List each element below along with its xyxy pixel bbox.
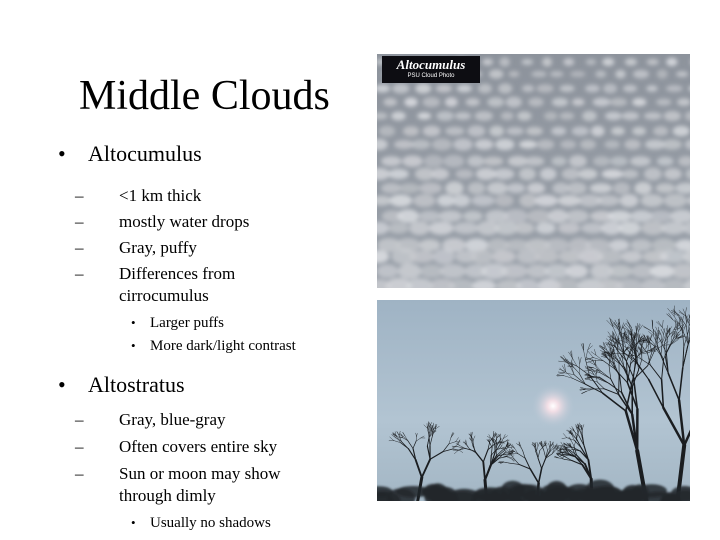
cloud-puff xyxy=(562,168,581,179)
point-text: Gray, puffy xyxy=(119,238,197,257)
subpoint-text: Larger puffs xyxy=(150,315,225,331)
cloud-puff xyxy=(519,140,537,148)
cloud-puff xyxy=(569,155,587,167)
cloud-puff xyxy=(622,112,639,120)
cloud-puff xyxy=(403,126,419,136)
dash-marker: – xyxy=(75,464,84,483)
cloud-puff xyxy=(662,139,682,149)
cloud-puff xyxy=(463,211,483,221)
cloud-puff xyxy=(666,58,677,66)
bullet-marker: • xyxy=(131,315,136,330)
cloud-puff xyxy=(519,194,537,207)
bullet-marker: • xyxy=(131,515,136,530)
cloud-puff xyxy=(634,182,651,194)
sub-sub-bullet xyxy=(58,312,358,334)
tree-branch xyxy=(619,376,620,394)
cloud-puff xyxy=(610,98,627,106)
cloud-puff xyxy=(664,111,681,121)
cloud-puff xyxy=(495,139,514,150)
cloud-puff xyxy=(552,98,568,107)
sub-sub-bullet xyxy=(58,512,358,534)
cloud-puff xyxy=(664,194,687,208)
cloud-puff xyxy=(526,127,543,136)
cloud-puff xyxy=(572,98,585,105)
cloud-puff xyxy=(621,251,642,263)
cloud-puff xyxy=(509,71,520,77)
cloud-puff xyxy=(631,239,652,251)
cloud-puff xyxy=(611,127,625,135)
dash-marker: – xyxy=(75,264,84,283)
cloud-puff xyxy=(548,209,568,223)
cloud-puff xyxy=(415,84,431,94)
cloud-puff xyxy=(433,249,454,265)
cloud-puff xyxy=(397,209,419,223)
altostratus-photo xyxy=(377,300,690,501)
cloud-puff xyxy=(443,155,464,167)
cloud-puff xyxy=(489,69,503,78)
cloud-puff xyxy=(456,169,474,179)
sub-bullet xyxy=(58,409,358,431)
cloud-puff xyxy=(527,183,545,194)
cloud-puff xyxy=(417,112,431,119)
cloud-puff xyxy=(657,69,668,78)
cloud-puff xyxy=(522,59,534,65)
cloud-puff xyxy=(411,140,430,149)
cloud-puff xyxy=(551,127,566,136)
cloud-puff xyxy=(624,139,640,149)
cloud-puff xyxy=(508,156,528,166)
cloud-puff xyxy=(445,97,458,107)
sub-bullet xyxy=(58,463,358,507)
altocumulus-photo xyxy=(377,54,690,288)
altocumulus-cloud-image xyxy=(377,54,690,288)
cloud-puff xyxy=(437,195,455,207)
cloud-puff xyxy=(625,58,637,65)
cloud-puff xyxy=(419,183,442,194)
bullet-marker: • xyxy=(58,141,66,166)
cloud-puff xyxy=(657,157,674,166)
cloud-puff xyxy=(602,169,624,178)
cloud-puff xyxy=(545,264,570,278)
cloud-puff xyxy=(597,195,620,206)
bullet-altocumulus xyxy=(58,140,358,168)
cloud-puff xyxy=(593,98,611,107)
cloud-puff xyxy=(623,85,637,92)
cloud-puff xyxy=(445,182,463,195)
cloud-puff xyxy=(409,250,435,262)
cloud-puff xyxy=(453,195,471,207)
cloud-puff xyxy=(440,264,466,278)
cloud-puff xyxy=(646,85,657,92)
cloud-puff xyxy=(390,195,413,207)
slide-body xyxy=(58,140,358,534)
cloud-puff xyxy=(436,85,452,93)
cloud-puff xyxy=(467,156,484,167)
point-text: mostly water drops xyxy=(119,212,250,231)
cloud-puff xyxy=(399,183,420,193)
cloud-puff xyxy=(483,157,503,166)
cloud-puff xyxy=(622,170,639,179)
cloud-puff xyxy=(487,97,504,107)
cloud-puff xyxy=(560,140,576,149)
cloud-puff xyxy=(586,59,596,65)
cloud-puff xyxy=(570,71,585,77)
cloud-puff xyxy=(664,168,682,179)
cloud-puff xyxy=(649,211,673,222)
cloud-puff xyxy=(633,70,649,79)
cloud-puff xyxy=(504,209,528,223)
cloud-puff xyxy=(641,194,664,207)
cloud-puff xyxy=(608,211,632,222)
cloud-puff xyxy=(525,157,545,166)
subpoint-text: More dark/light contrast xyxy=(150,338,296,354)
cloud-puff xyxy=(436,111,453,120)
cloud-puff xyxy=(381,156,401,166)
cloud-puff xyxy=(453,139,472,151)
cloud-puff xyxy=(585,85,600,93)
cloud-puff xyxy=(398,263,421,279)
cloud-puff xyxy=(603,84,617,94)
cloud-puff xyxy=(383,98,397,106)
sub-bullet xyxy=(58,237,358,259)
cloud-puff xyxy=(489,126,504,137)
cloud-puff xyxy=(424,155,443,167)
cloud-puff xyxy=(560,85,575,92)
cloud-puff xyxy=(559,250,582,263)
cloud-puff xyxy=(522,85,534,92)
cloud-puff xyxy=(632,98,646,106)
photo-label-title: Altocumulus xyxy=(396,57,466,72)
cloud-puff xyxy=(560,112,575,120)
cloud-puff xyxy=(644,168,662,181)
sub-bullet xyxy=(58,211,358,233)
cloud-puff xyxy=(662,222,686,235)
cloud-puff xyxy=(536,222,556,234)
cloud-puff xyxy=(537,84,554,92)
cloud-puff xyxy=(392,84,409,94)
cloud-puff xyxy=(540,168,557,180)
point-text: Differences from cirrocumulus xyxy=(119,264,236,305)
cloud-puff xyxy=(653,126,668,136)
cloud-puff xyxy=(528,98,543,107)
cloud-puff xyxy=(439,211,462,222)
cloud-puff xyxy=(499,57,510,66)
cloud-puff xyxy=(545,238,570,252)
cloud-puff xyxy=(431,168,449,179)
cloud-puff xyxy=(676,71,688,77)
sub-bullet xyxy=(58,263,358,307)
cloud-puff xyxy=(535,250,559,263)
cloud-puff xyxy=(527,210,551,223)
altostratus-cloud-image xyxy=(377,300,690,501)
cloud-puff xyxy=(641,221,665,235)
bullet-marker: • xyxy=(131,338,136,353)
point-text: Gray, blue-gray xyxy=(119,410,226,429)
photo-label xyxy=(382,56,480,83)
cloud-puff xyxy=(595,70,606,77)
cloud-puff xyxy=(572,127,589,136)
cloud-puff xyxy=(506,97,522,108)
cloud-puff xyxy=(507,183,525,193)
cloud-puff xyxy=(615,70,625,79)
cloud-puff xyxy=(475,139,494,149)
cloud-puff xyxy=(544,112,557,121)
cloud-puff xyxy=(610,156,628,166)
cloud-puff xyxy=(423,97,441,107)
cloud-puff xyxy=(656,99,671,106)
sub-bullet xyxy=(58,436,358,458)
cloud-puff xyxy=(619,221,641,235)
photo-label-caption: PSU Cloud Photo xyxy=(407,73,455,79)
cloud-puff xyxy=(542,57,552,66)
cloud-puff xyxy=(613,182,630,194)
cloud-puff xyxy=(647,59,659,65)
cloud-puff xyxy=(552,183,569,194)
cloud-puff xyxy=(551,157,566,166)
dash-marker: – xyxy=(75,212,84,231)
sub-sub-bullet xyxy=(58,335,358,357)
cloud-puff xyxy=(501,112,514,120)
cloud-puff xyxy=(519,168,536,180)
cloud-puff xyxy=(506,127,523,135)
point-text: Often covers entire sky xyxy=(119,437,278,456)
cloud-puff xyxy=(632,127,646,136)
dash-marker: – xyxy=(75,186,84,205)
cloud-puff xyxy=(593,156,610,166)
cloud-puff xyxy=(388,169,408,179)
cloud-puff xyxy=(609,240,629,251)
dash-marker: – xyxy=(75,410,84,429)
cloud-puff xyxy=(391,112,406,121)
cloud-puff xyxy=(598,250,623,263)
cloud-puff xyxy=(409,221,429,235)
cloud-puff xyxy=(515,222,535,234)
cloud-puff xyxy=(591,126,605,137)
cloud-puff xyxy=(566,210,589,223)
subpoint-text: Usually no shadows xyxy=(150,515,271,531)
cloud-puff xyxy=(517,111,531,120)
bullet-altostratus xyxy=(58,371,358,399)
cloud-puff xyxy=(656,183,675,193)
cloud-puff xyxy=(580,140,596,150)
cloud-puff xyxy=(377,264,398,278)
cloud-puff xyxy=(531,71,546,77)
cloud-puff xyxy=(620,194,639,207)
cloud-puff xyxy=(666,85,683,92)
cloud-puff xyxy=(455,112,471,119)
cloud-puff xyxy=(402,156,423,167)
cloud-puff xyxy=(475,111,493,121)
cloud-puff xyxy=(535,195,558,206)
point-text: Sun or moon may show through dimly xyxy=(119,464,281,505)
cloud-puff xyxy=(432,139,452,151)
cloud-puff xyxy=(567,182,587,194)
cloud-puff xyxy=(471,195,494,206)
heading-altocumulus: Altocumulus xyxy=(88,141,202,166)
bullet-marker: • xyxy=(58,372,66,397)
cloud-puff xyxy=(379,126,395,137)
cloud-puff xyxy=(454,222,479,234)
cloud-puff xyxy=(482,59,493,66)
cloud-puff xyxy=(498,83,512,93)
cloud-puff xyxy=(476,168,496,180)
cloud-puff xyxy=(394,140,414,149)
cloud-puff xyxy=(660,250,686,263)
dash-marker: – xyxy=(75,238,84,257)
cloud-puff xyxy=(630,156,651,166)
cloud-puff xyxy=(471,249,493,264)
cloud-puff xyxy=(466,98,480,106)
dash-marker: – xyxy=(75,437,84,456)
cloud-puff xyxy=(492,250,516,263)
cloud-puff xyxy=(650,265,675,278)
cloud-puff xyxy=(478,84,492,94)
cloud-puff xyxy=(468,126,486,137)
cloud-puff xyxy=(493,169,514,180)
cloud-puff xyxy=(457,85,472,93)
cloud-puff xyxy=(468,182,486,194)
dim-sun xyxy=(531,384,575,428)
cloud-puff xyxy=(566,264,588,278)
cloud-puff xyxy=(423,126,441,137)
cloud-puff xyxy=(673,126,690,136)
sub-bullet xyxy=(58,185,358,207)
cloud-puff xyxy=(419,211,440,222)
cloud-puff xyxy=(429,222,454,235)
cloud-puff xyxy=(500,264,528,278)
point-text: <1 km thick xyxy=(119,186,202,205)
cloud-puff xyxy=(579,169,598,180)
cloud-puff xyxy=(389,223,409,234)
cloud-puff xyxy=(537,140,554,150)
cloud-puff xyxy=(381,183,401,193)
cloud-puff xyxy=(608,265,632,278)
cloud-puff xyxy=(604,140,619,148)
cloud-puff xyxy=(558,222,580,233)
cloud-puff xyxy=(602,58,614,66)
tree-canopy-blob xyxy=(423,484,445,501)
slide-title: Middle Clouds xyxy=(79,73,330,119)
cloud-puff xyxy=(563,58,574,66)
cloud-puff xyxy=(495,195,514,207)
cloud-puff xyxy=(550,71,563,77)
cloud-puff xyxy=(495,221,518,235)
heading-altostratus: Altostratus xyxy=(88,372,185,397)
cloud-puff xyxy=(487,182,508,194)
cloud-puff xyxy=(581,223,604,234)
cloud-puff xyxy=(590,183,612,193)
cloud-puff xyxy=(644,112,662,120)
cloud-puff xyxy=(558,195,581,206)
cloud-puff xyxy=(445,127,464,136)
cloud-puff xyxy=(413,194,435,207)
cloud-puff xyxy=(419,239,440,251)
cloud-puff xyxy=(420,265,443,278)
cloud-puff xyxy=(582,111,597,121)
cloud-puff xyxy=(404,98,417,107)
cloud-puff xyxy=(605,112,622,121)
